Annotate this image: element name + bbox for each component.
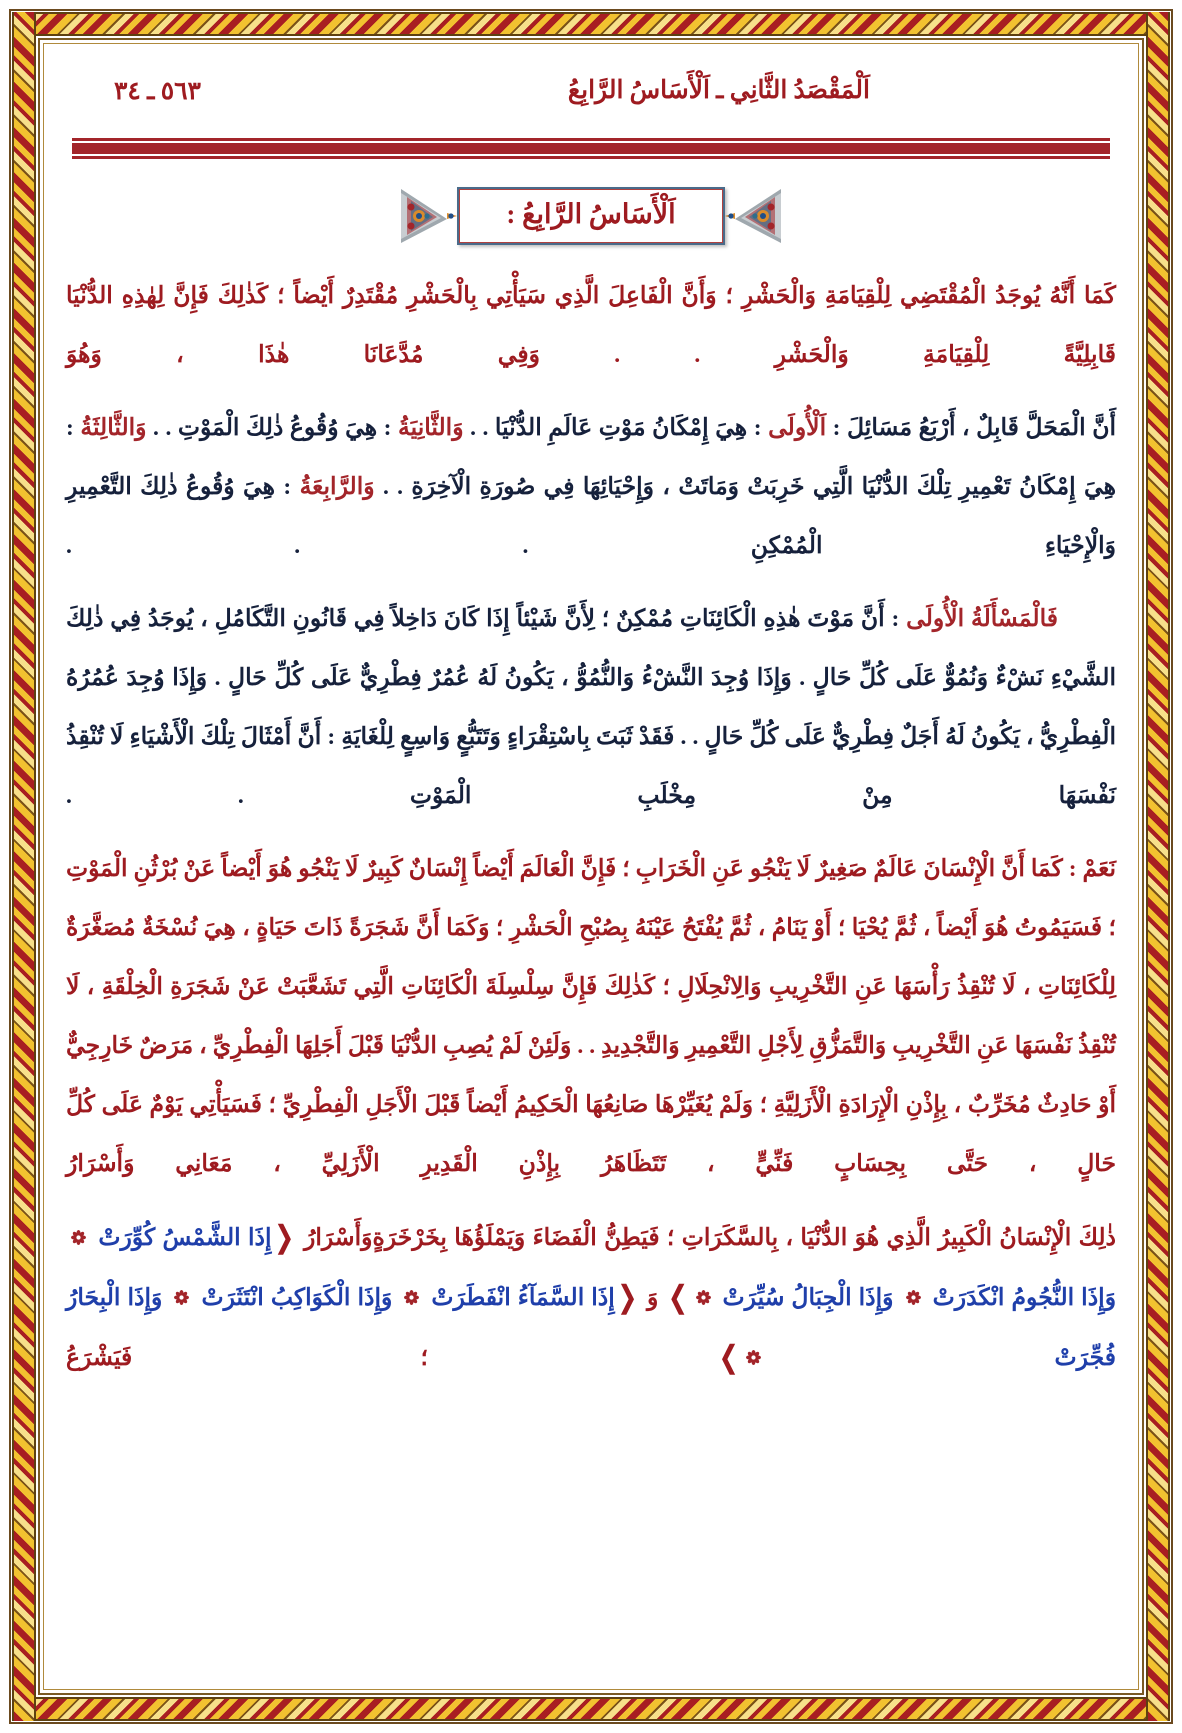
text-run-kw: اَلْأُولَى <box>768 415 827 441</box>
paragraph-2 <box>66 399 1116 576</box>
text-run-navy: : أَنَّ مَوْتَ هٰذِهِ الْكَائِنَاتِ مُمْكِنٌ ؛ لِأَنَّ شَيْئاً إِذَا كَانَ دَاخِلاً فِي قَانُونِ التَّكَامُلِ ، يُوجَدُ فِي ذٰلِكَ الشَّيْءِ نَشْءٌ وَنُمُوٌّ عَلَى كُلِّ حَالٍ . وَإِذَا وُجِدَ النَّشْءُ وَالنُّمُوُّ ، يَكُونُ لَهُ عُمُرٌ فِطْرِيٌّ عَلَى كُلِّ حَالٍ . وَإِذَا وُجِدَ عُمُرُهُ الْفِطْرِيُّ ، يَكُونُ لَهُ أَجَلٌ فِطْرِيٌّ عَلَى كُلِّ حَالٍ . . فَقَدْ ثَبَتَ بِاسْتِقْرَاءٍ وَتَتَبُّعٍ وَاسِعٍ لِلْغَايَةِ : أَنَّ أَمْثَالَ تِلْكَ الْأَشْيَاءِ لَا تُنْقِذُ نَفْسَهَا مِنْ مِخْلَبِ الْمَوْتِ . . <box>66 606 1116 809</box>
paragraph-quran-verses <box>66 1208 1116 1388</box>
ornamental-border-left <box>12 12 36 1721</box>
ayah-segment: وَإِذَا الْبِحَارُ فُجِّرَتْ <box>66 1285 1116 1371</box>
ornamental-border-top <box>12 12 1170 36</box>
text-run-navy: : هِيَ إِمْكَانُ تَعْمِيرِ تِلْكَ الدُّنْيَا الَّتِي خَرِبَتْ وَمَاتَتْ ، وَإِحْيَائِهَا فِي صُورَةِ الْآخِرَةِ . . <box>66 415 1116 500</box>
section-title-text: اَلْأَسَاسُ الرَّابِعُ : <box>506 198 676 229</box>
text-run-navy: : هِيَ وُقُوعُ ذٰلِكَ التَّعْمِيرِ وَالْإِحْيَاءِ الْمُمْكِنِ . . . <box>66 474 1116 559</box>
ayah-space <box>392 1285 399 1311</box>
ayah-space <box>162 1285 169 1311</box>
ayah-segment: إِذَا السَّمَآءُ انْفَطَرَتْ <box>424 1285 615 1311</box>
ayah-separator-flower-icon <box>695 1289 712 1306</box>
ayah-segment: وَإِذَا الْجِبَالُ سُيِّرَتْ <box>715 1285 894 1311</box>
text-run-navy: أَنَّ الْمَحَلَّ قَابِلٌ ، أَرْبَعُ مَسَائِلَ : <box>826 415 1116 441</box>
section-title-plate <box>401 185 781 247</box>
ayah-bracket-open: ❬ <box>614 1281 640 1314</box>
section-title-box <box>457 187 725 245</box>
text-run-navy: : هِيَ إِمْكَانُ مَوْتِ عَالَمِ الدُّنْيَا . . <box>463 415 769 441</box>
text-run-kw: وَالرَّابِعَةُ <box>299 474 375 500</box>
text-run-red: وَ <box>639 1285 666 1311</box>
paragraph-4 <box>66 840 1116 1194</box>
ayah-separator-flower-icon <box>745 1349 762 1366</box>
text-run-red: نَعَمْ : كَمَا أَنَّ الْإِنْسَانَ عَالَمٌ صَغِيرٌ لَا يَنْجُو عَنِ الْخَرَابِ ؛ فَإِنَّ الْعَالَمَ أَيْضاً إِنْسَانٌ كَبِيرٌ لَا يَنْجُو هُوَ أَيْضاً عَنْ بُرْثُنِ الْمَوْتِ ؛ فَسَيَمُوتُ هُوَ أَيْضاً ، ثُمَّ يُحْيَا ؛ أَوْ يَنَامُ ، ثُمَّ يُفْتَحُ عَيْنَهُ بِصُبْحِ الْحَشْرِ ؛ وَكَمَا أَنَّ شَجَرَةً ذَاتَ حَيَاةٍ ، هِيَ نُسْخَةٌ مُصَغَّرَةٌ لِلْكَائِنَاتِ ، لَا تُنْقِذُ رَأْسَهَا عَنِ التَّخْرِيبِ وَالِانْحِلَالِ ؛ كَذٰلِكَ فَإِنَّ سِلْسِلَةَ الْكَائِنَاتِ الَّتِي تَشَعَّبَتْ عَنْ شَجَرَةِ الْخِلْقَةِ ، لَا تُنْقِذُ نَفْسَهَا عَنِ التَّخْرِيبِ وَالتَّمَزُّقِ لِأَجْلِ التَّعْمِيرِ وَالتَّجْدِيدِ . . وَلَئِنْ لَمْ يُصِبِ الدُّنْيَا قَبْلَ أَجَلِهَا الْفِطْرِيِّ ، مَرَضٌ خَارِجِيٌّ أَوْ حَادِثٌ مُخَرِّبٌ ، بِإِذْنِ الْإِرَادَةِ الْأَزَلِيَّةِ ؛ وَلَمْ يُغَيِّرْهَا صَانِعُهَا الْحَكِيمُ أَيْضاً قَبْلَ الْأَجَلِ الْفِطْرِيِّ ؛ فَسَيَأْتِي يَوْمٌ عَلَى كُلِّ حَالٍ ، حَتَّى بِحِسَابٍ فَنِّيٍّ ، تَتَظَاهَرُ بِإِذْنِ الْقَدِيرِ الْأَزَلِيِّ ، مَعَانِي وَأَسْرَارُ <box>66 856 1116 1177</box>
text-run-red: ذٰلِكَ الْإِنْسَانُ الْكَبِيرُ الَّذِي هُوَ الدُّنْيَا ، بِالسَّكَرَاتِ ؛ فَيَطِنُّ الْفَضَاءَ وَيَمْلَؤُهَا بِخَرْخَرَةٍ <box>372 1225 1116 1251</box>
ornament-left-icon <box>401 185 457 247</box>
header-title: اَلْمَقْصَدُ الثَّانِي ـ اَلْأَسَاسُ الرَّابِعُ <box>567 77 870 104</box>
text-run-kw: فَالْمَسْأَلَةُ الْأُولَى <box>906 606 1058 632</box>
ayah-bracket-close: ❭ <box>665 1281 691 1314</box>
ayah-bracket-open: ❬ <box>271 1221 297 1254</box>
ayah-separator-flower-icon <box>70 1229 87 1246</box>
ornament-right-icon <box>725 185 781 247</box>
header-divider-rule <box>72 141 1110 156</box>
header-page-numbers: ٥٦٣ ـ ٣٤ <box>114 78 201 105</box>
ornamental-border-bottom <box>12 1697 1170 1721</box>
text-run-navy: : هِيَ وُقُوعُ ذٰلِكَ الْمَوْتِ . . <box>146 415 399 441</box>
text-run-kw: وَالثَّانِيَةُ <box>398 415 464 441</box>
ayah-separator-flower-icon <box>403 1289 420 1306</box>
header-rule-wrapper <box>50 132 1132 159</box>
text-run-red: وَأَسْرَارُ <box>296 1225 373 1251</box>
ayah-space <box>894 1285 901 1311</box>
ayah-segment: وَإِذَا الْكَوَاكِبُ انْتَثَرَتْ <box>194 1285 393 1311</box>
paragraph-1 <box>66 267 1116 385</box>
ayah-segment: إِذَا الشَّمْسُ كُوِّرَتْ <box>91 1225 272 1251</box>
ayah-segment: وَإِذَا النُّجُومُ انْكَدَرَتْ <box>925 1285 1117 1311</box>
text-run-kw: وَالثَّالِثَةُ <box>80 415 147 441</box>
section-title-zone <box>50 185 1132 247</box>
paragraph-3 <box>66 590 1116 826</box>
text-run-red: ؛ فَيَشْرَعُ <box>66 1345 717 1371</box>
ornamental-border-right <box>1146 12 1170 1721</box>
body-text <box>66 267 1116 1388</box>
running-header <box>72 72 1110 132</box>
ayah-separator-flower-icon <box>905 1289 922 1306</box>
page-content <box>50 50 1132 1683</box>
ayah-bracket-close: ❭ <box>716 1341 742 1374</box>
ayah-separator-flower-icon <box>173 1289 190 1306</box>
text-run-red: كَمَا أَنَّهُ يُوجَدُ الْمُقْتَضِي لِلْقِيَامَةِ وَالْحَشْرِ ؛ وَأَنَّ الْفَاعِلَ الَّذِي سَيَأْتِي بِالْحَشْرِ مُقْتَدِرٌ أَيْضاً ؛ كَذٰلِكَ فَإِنَّ لِهٰذِهِ الدُّنْيَا قَابِلِيَّةً لِلْقِيَامَةِ وَالْحَشْرِ . . وَفِي مُدَّعَانَا هٰذَا ، وَهُوَ <box>66 283 1116 368</box>
